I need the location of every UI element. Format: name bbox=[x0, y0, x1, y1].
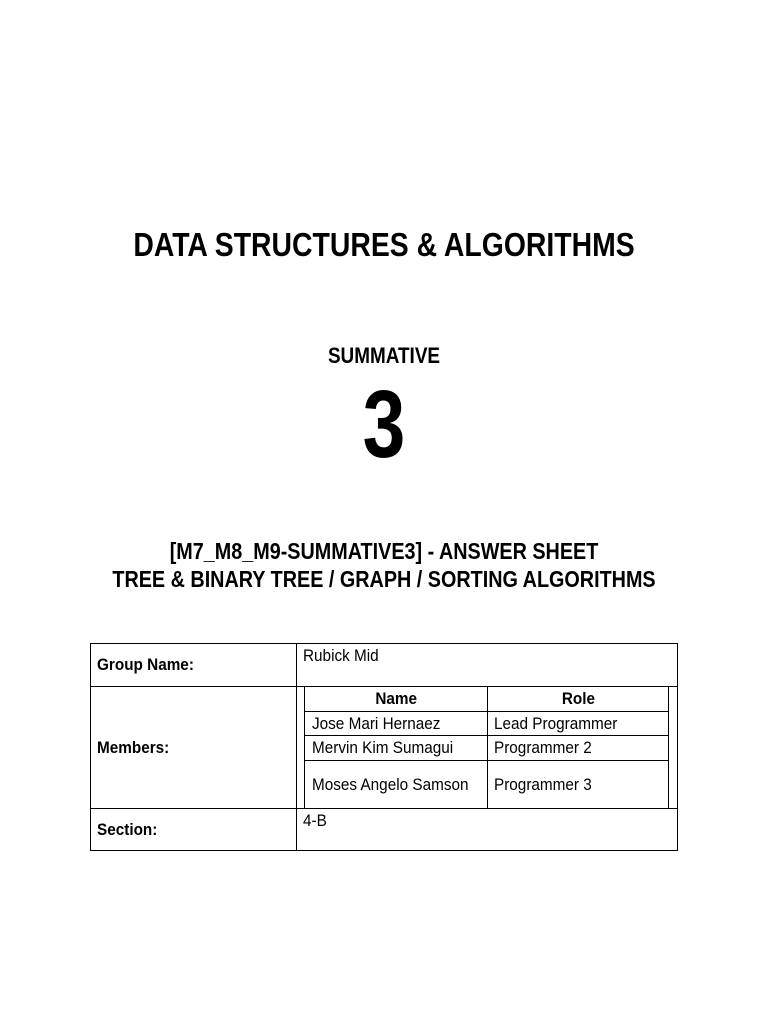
document-title: DATA STRUCTURES & ALGORITHMS bbox=[133, 226, 635, 263]
group-name-value: Rubick Mid bbox=[303, 646, 379, 665]
section-value: 4-B bbox=[303, 811, 327, 830]
members-row bbox=[91, 687, 677, 809]
answer-sheet-subtitle: TREE & BINARY TREE / GRAPH / SORTING ALGORITHMS bbox=[112, 566, 656, 592]
members-header-row bbox=[305, 687, 668, 712]
member-name: Mervin Kim Sumagui bbox=[305, 736, 488, 760]
group-name-label: Group Name: bbox=[91, 644, 297, 686]
member-role: Programmer 2 bbox=[494, 738, 592, 757]
answer-sheet-title: [M7_M8_M9-SUMMATIVE3] - ANSWER SHEET bbox=[169, 538, 599, 564]
member-row bbox=[305, 736, 668, 761]
summative-number: 3 bbox=[362, 371, 406, 478]
summative-label: SUMMATIVE bbox=[327, 343, 441, 368]
group-name-row bbox=[91, 644, 677, 687]
member-role: Lead Programmer bbox=[494, 713, 618, 733]
members-header-name: Name bbox=[305, 687, 488, 711]
members-label: Members: bbox=[91, 687, 297, 808]
members-header-role: Role bbox=[561, 689, 595, 708]
section-row bbox=[91, 809, 677, 851]
member-row bbox=[305, 761, 668, 809]
members-table bbox=[304, 687, 669, 809]
member-name: Jose Mari Hernaez bbox=[305, 712, 488, 735]
member-row bbox=[305, 712, 668, 736]
member-name: Moses Angelo Samson bbox=[305, 761, 488, 809]
group-info-table bbox=[90, 643, 678, 851]
section-label: Section: bbox=[91, 809, 297, 851]
member-role: Programmer 3 bbox=[494, 775, 592, 794]
